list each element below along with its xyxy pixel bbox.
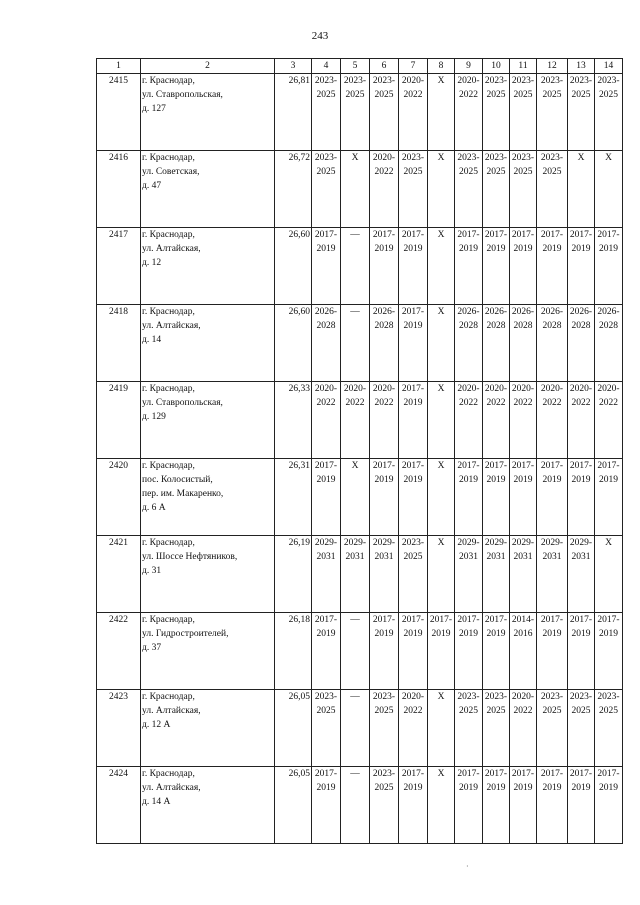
period-cell: 2017- 2019 <box>483 459 510 536</box>
address-cell <box>141 382 275 459</box>
address-line: д. 14 А <box>142 797 171 807</box>
period-cell: 2017- 2019 <box>312 613 341 690</box>
period-cell: 2023- 2025 <box>510 74 537 151</box>
area-value: 26,81 <box>275 74 312 151</box>
period-cell: 2017- 2019 <box>312 228 341 305</box>
period-cell: 2023- 2025 <box>483 74 510 151</box>
address-line: ул. Ставропольская, <box>142 90 223 100</box>
period-cell: 2023- 2025 <box>568 74 595 151</box>
address-line: ул. Алтайская, <box>142 321 201 331</box>
period-cell: 2023- 2025 <box>595 690 623 767</box>
period-cell: 2020- 2022 <box>312 382 341 459</box>
column-header: 13 <box>568 59 595 74</box>
address-cell <box>141 305 275 382</box>
column-header: 3 <box>275 59 312 74</box>
period-cell: X <box>428 151 455 228</box>
period-cell: 2017- 2019 <box>399 767 428 844</box>
address-line: г. Краснодар, <box>142 384 195 394</box>
period-cell: 2017- 2019 <box>370 459 399 536</box>
address-line: г. Краснодар, <box>142 615 195 625</box>
row-number: 2420 <box>97 459 141 536</box>
period-cell: X <box>428 382 455 459</box>
area-value: 26,60 <box>275 228 312 305</box>
period-cell: 2023- 2025 <box>510 151 537 228</box>
period-cell: 2023- 2025 <box>537 690 568 767</box>
period-cell: 2023- 2025 <box>399 536 428 613</box>
column-header: 2 <box>141 59 275 74</box>
period-cell: 2020- 2022 <box>595 382 623 459</box>
period-cell: 2017- 2019 <box>483 228 510 305</box>
period-cell: 2026- 2028 <box>595 305 623 382</box>
period-cell: 2020- 2022 <box>455 382 483 459</box>
period-cell: 2026- 2028 <box>370 305 399 382</box>
column-header: 8 <box>428 59 455 74</box>
period-cell: 2017- 2019 <box>399 382 428 459</box>
period-cell: 2023- 2025 <box>312 151 341 228</box>
area-value: 26,72 <box>275 151 312 228</box>
period-cell: X <box>428 536 455 613</box>
period-cell: 2017- 2019 <box>568 459 595 536</box>
period-cell: 2017- 2019 <box>455 459 483 536</box>
area-value: 26,33 <box>275 382 312 459</box>
period-cell: 2020- 2022 <box>510 690 537 767</box>
period-cell: 2026- 2028 <box>483 305 510 382</box>
period-cell: 2017- 2019 <box>399 228 428 305</box>
area-value: 26,18 <box>275 613 312 690</box>
period-cell: 2023- 2025 <box>483 690 510 767</box>
period-cell: X <box>428 767 455 844</box>
period-cell: X <box>568 151 595 228</box>
period-cell: 2023- 2025 <box>370 74 399 151</box>
address-cell <box>141 767 275 844</box>
period-cell: 2017- 2019 <box>399 613 428 690</box>
period-cell: 2026- 2028 <box>510 305 537 382</box>
registry-table <box>96 58 623 844</box>
period-cell: — <box>341 613 370 690</box>
period-cell: 2017- 2019 <box>595 459 623 536</box>
address-line: ул. Ставропольская, <box>142 398 223 408</box>
address-line: ул. Гидростроителей, <box>142 629 229 639</box>
column-header-row <box>97 59 623 74</box>
address-line: ул. Советская, <box>142 167 200 177</box>
period-cell: 2014- 2016 <box>510 613 537 690</box>
table-body <box>97 74 623 844</box>
period-cell: 2023- 2025 <box>568 690 595 767</box>
period-cell: 2017- 2019 <box>370 228 399 305</box>
table-row <box>97 305 623 382</box>
column-header: 4 <box>312 59 341 74</box>
address-line: г. Краснодар, <box>142 153 195 163</box>
column-header: 1 <box>97 59 141 74</box>
period-cell: 2026- 2028 <box>537 305 568 382</box>
period-cell: 2017- 2019 <box>510 459 537 536</box>
period-cell: 2020- 2022 <box>399 74 428 151</box>
period-cell: 2026- 2028 <box>312 305 341 382</box>
period-cell: 2017- 2019 <box>483 767 510 844</box>
period-cell: 2023- 2025 <box>455 690 483 767</box>
period-cell: 2020- 2022 <box>510 382 537 459</box>
period-cell: 2023- 2025 <box>537 151 568 228</box>
table-row <box>97 536 623 613</box>
period-cell: 2023- 2025 <box>537 74 568 151</box>
area-value: 26,19 <box>275 536 312 613</box>
period-cell: 2023- 2025 <box>312 74 341 151</box>
column-header: 9 <box>455 59 483 74</box>
period-cell: 2017- 2019 <box>537 459 568 536</box>
period-cell: 2017- 2019 <box>455 613 483 690</box>
period-cell: X <box>341 151 370 228</box>
footer-mark: · <box>466 862 469 871</box>
period-cell: 2020- 2022 <box>455 74 483 151</box>
address-line: г. Краснодар, <box>142 692 195 702</box>
period-cell: 2017- 2019 <box>568 613 595 690</box>
row-number: 2422 <box>97 613 141 690</box>
address-cell <box>141 690 275 767</box>
period-cell: X <box>428 74 455 151</box>
address-cell <box>141 151 275 228</box>
address-cell <box>141 536 275 613</box>
period-cell: X <box>428 690 455 767</box>
row-number: 2424 <box>97 767 141 844</box>
area-value: 26,60 <box>275 305 312 382</box>
row-number: 2416 <box>97 151 141 228</box>
period-cell: 2017- 2019 <box>483 613 510 690</box>
period-cell: 2017- 2019 <box>428 613 455 690</box>
address-line: д. 129 <box>142 412 166 422</box>
period-cell: 2029- 2031 <box>568 536 595 613</box>
table-row <box>97 690 623 767</box>
address-line: ул. Шоссе Нефтяников, <box>142 552 238 562</box>
period-cell: X <box>428 228 455 305</box>
row-number: 2423 <box>97 690 141 767</box>
column-header: 11 <box>510 59 537 74</box>
address-line: г. Краснодар, <box>142 76 195 86</box>
period-cell: 2020- 2022 <box>370 151 399 228</box>
address-line: д. 12 А <box>142 720 171 730</box>
area-value: 26,31 <box>275 459 312 536</box>
period-cell: 2029- 2031 <box>510 536 537 613</box>
period-cell: X <box>428 459 455 536</box>
table-row <box>97 767 623 844</box>
table-row <box>97 228 623 305</box>
period-cell: 2017- 2019 <box>568 228 595 305</box>
period-cell: 2020- 2022 <box>568 382 595 459</box>
period-cell: — <box>341 305 370 382</box>
address-line: пос. Колосистый, <box>142 475 213 485</box>
column-header: 6 <box>370 59 399 74</box>
row-number: 2418 <box>97 305 141 382</box>
column-header: 5 <box>341 59 370 74</box>
address-line: ул. Алтайская, <box>142 244 201 254</box>
period-cell: 2020- 2022 <box>341 382 370 459</box>
period-cell: 2029- 2031 <box>341 536 370 613</box>
address-cell <box>141 228 275 305</box>
address-line: д. 127 <box>142 104 166 114</box>
period-cell: X <box>595 151 623 228</box>
period-cell: 2017- 2019 <box>399 305 428 382</box>
period-cell: 2029- 2031 <box>483 536 510 613</box>
period-cell: 2017- 2019 <box>537 767 568 844</box>
page-number: 243 <box>311 30 329 42</box>
period-cell: 2017- 2019 <box>399 459 428 536</box>
period-cell: — <box>341 767 370 844</box>
period-cell: 2017- 2019 <box>370 613 399 690</box>
area-value: 26,05 <box>275 767 312 844</box>
period-cell: 2023- 2025 <box>595 74 623 151</box>
period-cell: 2020- 2022 <box>399 690 428 767</box>
period-cell: 2023- 2025 <box>455 151 483 228</box>
address-line: ул. Алтайская, <box>142 706 201 716</box>
column-header: 12 <box>537 59 568 74</box>
address-line: г. Краснодар, <box>142 769 195 779</box>
period-cell: 2029- 2031 <box>312 536 341 613</box>
period-cell: 2026- 2028 <box>455 305 483 382</box>
address-cell <box>141 459 275 536</box>
table-row <box>97 459 623 536</box>
period-cell: 2017- 2019 <box>510 767 537 844</box>
period-cell: 2017- 2019 <box>510 228 537 305</box>
period-cell: 2029- 2031 <box>537 536 568 613</box>
period-cell: 2026- 2028 <box>568 305 595 382</box>
address-line: ул. Алтайская, <box>142 783 201 793</box>
address-line: г. Краснодар, <box>142 461 195 471</box>
period-cell: 2017- 2019 <box>595 228 623 305</box>
period-cell: 2029- 2031 <box>455 536 483 613</box>
table-row <box>97 382 623 459</box>
period-cell: X <box>595 536 623 613</box>
address-line: д. 37 <box>142 643 162 653</box>
address-line: д. 12 <box>142 258 162 268</box>
column-header: 14 <box>595 59 623 74</box>
period-cell: 2017- 2019 <box>537 228 568 305</box>
address-cell <box>141 74 275 151</box>
period-cell: 2023- 2025 <box>312 690 341 767</box>
period-cell: 2023- 2025 <box>483 151 510 228</box>
period-cell: 2017- 2019 <box>568 767 595 844</box>
period-cell: 2020- 2022 <box>370 382 399 459</box>
table-row <box>97 74 623 151</box>
address-line: д. 31 <box>142 566 162 576</box>
address-line: д. 14 <box>142 335 162 345</box>
address-line: д. 47 <box>142 181 162 191</box>
row-number: 2415 <box>97 74 141 151</box>
area-value: 26,05 <box>275 690 312 767</box>
period-cell: 2020- 2022 <box>537 382 568 459</box>
address-line: г. Краснодар, <box>142 538 195 548</box>
address-line: г. Краснодар, <box>142 307 195 317</box>
period-cell: 2020- 2022 <box>483 382 510 459</box>
table-row <box>97 151 623 228</box>
period-cell: 2017- 2019 <box>312 459 341 536</box>
period-cell: 2023- 2025 <box>370 767 399 844</box>
period-cell: 2017- 2019 <box>595 613 623 690</box>
period-cell: 2017- 2019 <box>537 613 568 690</box>
period-cell: — <box>341 228 370 305</box>
period-cell: 2023- 2025 <box>341 74 370 151</box>
period-cell: X <box>428 305 455 382</box>
period-cell: 2017- 2019 <box>312 767 341 844</box>
period-cell: 2017- 2019 <box>455 767 483 844</box>
period-cell: 2017- 2019 <box>595 767 623 844</box>
row-number: 2421 <box>97 536 141 613</box>
period-cell: 2017- 2019 <box>455 228 483 305</box>
address-line: д. 6 А <box>142 503 166 513</box>
address-line: пер. им. Макаренко, <box>142 489 224 499</box>
column-header: 7 <box>399 59 428 74</box>
address-cell <box>141 613 275 690</box>
period-cell: X <box>341 459 370 536</box>
period-cell: 2023- 2025 <box>370 690 399 767</box>
row-number: 2417 <box>97 228 141 305</box>
address-line: г. Краснодар, <box>142 230 195 240</box>
column-header: 10 <box>483 59 510 74</box>
period-cell: 2029- 2031 <box>370 536 399 613</box>
table-row <box>97 613 623 690</box>
row-number: 2419 <box>97 382 141 459</box>
period-cell: — <box>341 690 370 767</box>
period-cell: 2023- 2025 <box>399 151 428 228</box>
